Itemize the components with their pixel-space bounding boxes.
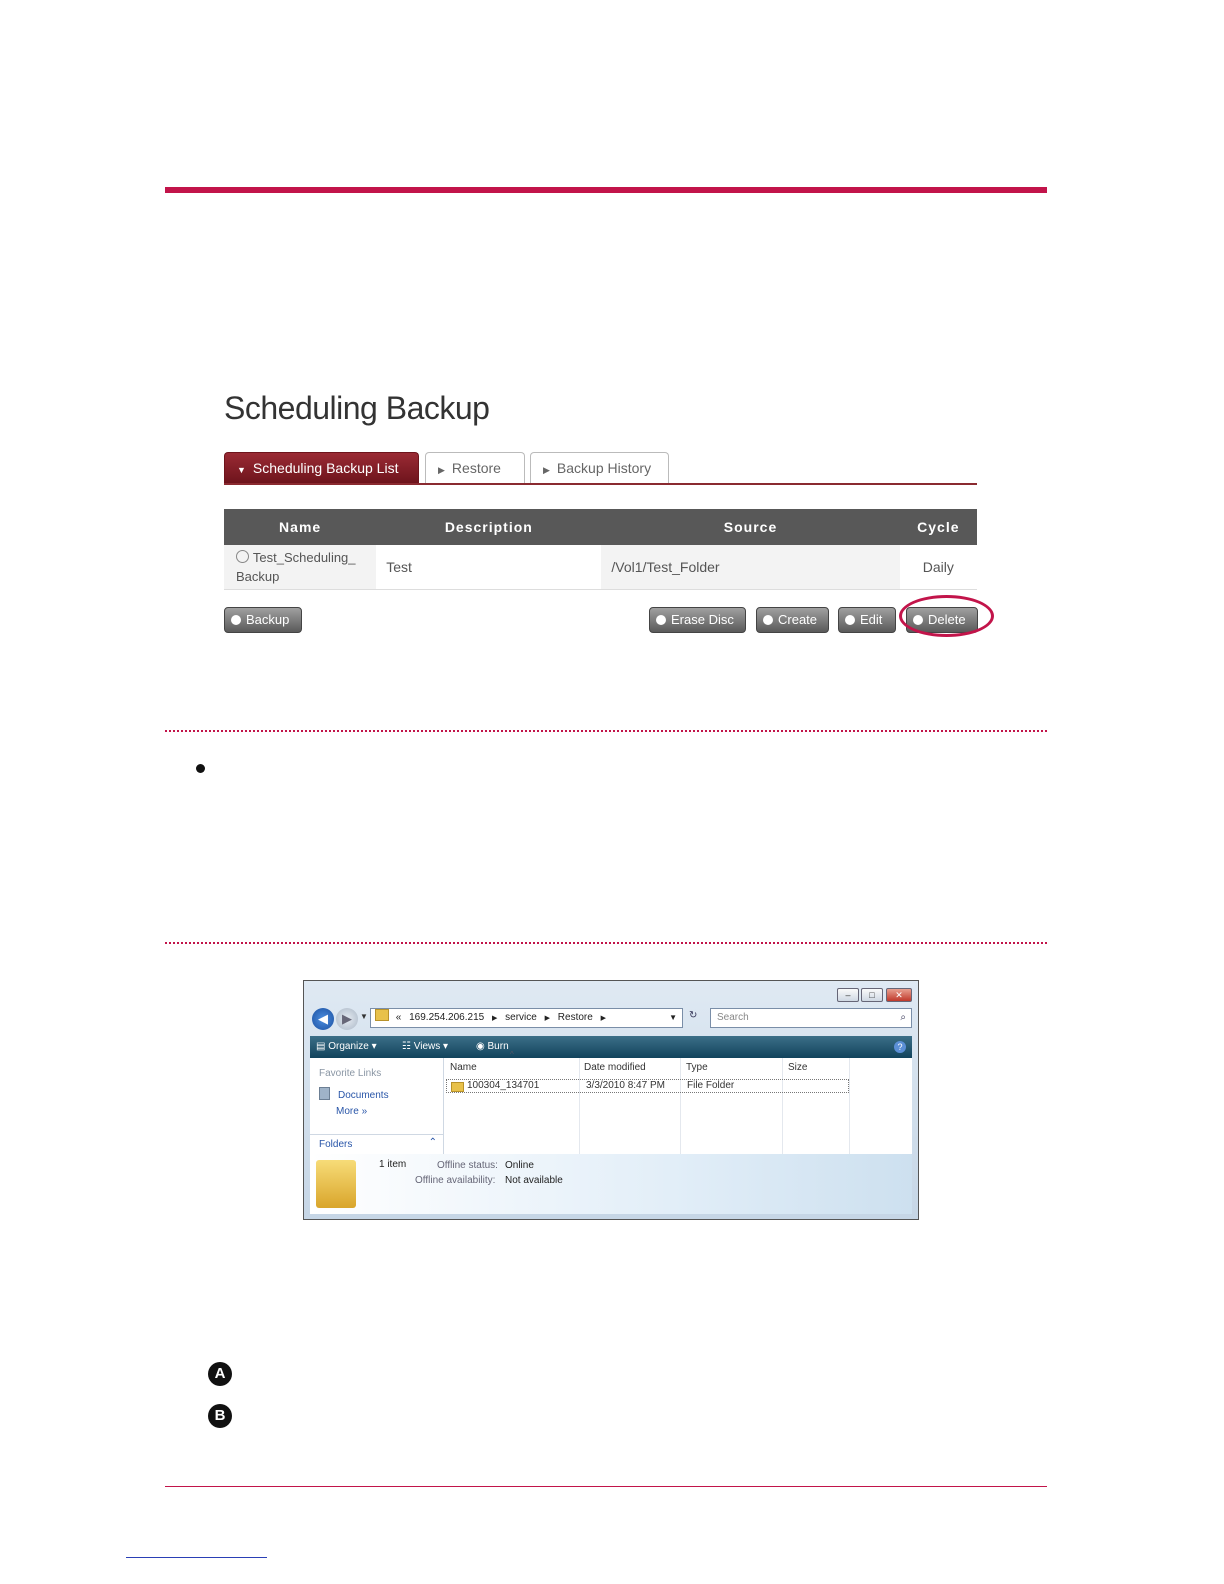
page-title: Scheduling Backup <box>224 390 490 426</box>
views-menu[interactable]: ☷ Views ▾ <box>402 1041 449 1052</box>
file-date: 3/3/2010 8:47 PM <box>586 1080 665 1091</box>
bullet-icon <box>763 615 773 625</box>
description-cell: Test <box>376 545 601 590</box>
address-bar[interactable] <box>370 1008 683 1028</box>
menu-label: Organize <box>328 1041 369 1052</box>
triangle-right-icon: ▶ <box>438 465 445 475</box>
button-label: Create <box>778 612 818 627</box>
bullet-icon <box>656 615 666 625</box>
button-label: Edit <box>860 612 883 627</box>
command-bar <box>310 1036 912 1058</box>
maximize-button[interactable]: □ <box>861 988 883 1002</box>
tab-scheduling-backup-list[interactable] <box>224 452 419 483</box>
forward-arrow-icon[interactable]: ▶ <box>336 1008 358 1030</box>
sort-arrow-icon: ^ <box>510 1050 514 1059</box>
offline-availability-label: Offline availability: <box>415 1175 496 1186</box>
breadcrumb-segment[interactable]: Restore <box>557 1012 593 1023</box>
name-cell <box>224 545 376 590</box>
folder-icon <box>451 1082 464 1092</box>
chevron-up-icon[interactable]: ⌃ <box>428 1137 437 1148</box>
address-dropdown-icon[interactable]: ▼ <box>669 1013 677 1022</box>
menu-label: Views <box>413 1041 441 1052</box>
offline-availability-value: Not available <box>505 1175 563 1186</box>
column-header-date[interactable]: Date modified <box>584 1062 646 1073</box>
large-folder-icon <box>316 1160 356 1208</box>
column-header: Description <box>376 509 601 545</box>
overflow-chevron[interactable]: « <box>395 1012 402 1023</box>
triangle-right-icon: ▶ <box>543 465 550 475</box>
folders-label: Folders <box>319 1139 353 1150</box>
column-header: Cycle <box>900 509 977 545</box>
breadcrumb-arrow-icon[interactable]: ▶ <box>491 1015 498 1022</box>
search-input[interactable] <box>710 1008 912 1028</box>
navigation-pane <box>310 1058 444 1154</box>
organize-menu[interactable]: ▤ Organize ▾ <box>316 1041 377 1052</box>
bullet-icon <box>231 615 241 625</box>
tab-label: Backup History <box>556 460 652 476</box>
header-rule <box>165 187 1047 193</box>
section-divider-2 <box>165 942 1047 944</box>
link-label: More <box>336 1106 359 1117</box>
favorite-links-heading: Favorite Links <box>319 1068 382 1079</box>
source-cell: /Vol1/Test_Folder <box>601 545 899 590</box>
back-arrow-icon[interactable]: ◀ <box>312 1008 334 1030</box>
column-divider <box>680 1058 681 1154</box>
tab-label: Scheduling Backup List <box>252 460 399 476</box>
history-dropdown-icon[interactable]: ▼ <box>360 1012 368 1021</box>
bullet-point <box>196 764 205 773</box>
close-button[interactable]: ✕ <box>886 988 912 1002</box>
folder-icon <box>375 1009 389 1021</box>
column-header: Source <box>601 509 899 545</box>
column-header-type[interactable]: Type <box>686 1062 708 1073</box>
table-row[interactable] <box>446 1079 849 1093</box>
tab-label: Restore <box>451 460 501 476</box>
triangle-down-icon: ▼ <box>237 465 246 475</box>
minimize-button[interactable]: – <box>837 988 859 1002</box>
breadcrumb-segment[interactable]: service <box>505 1012 537 1023</box>
details-pane <box>310 1154 912 1214</box>
explorer-window <box>303 980 919 1220</box>
menu-label: Burn <box>487 1041 509 1052</box>
column-divider <box>782 1058 783 1154</box>
create-button[interactable] <box>756 607 829 633</box>
backup-button[interactable] <box>224 607 302 633</box>
column-divider <box>579 1058 580 1154</box>
file-name: 100304_134701 <box>467 1080 540 1091</box>
breadcrumb-arrow-icon[interactable]: ▶ <box>600 1015 606 1022</box>
table-header-row <box>224 509 977 545</box>
file-type: File Folder <box>687 1080 735 1091</box>
documents-link[interactable] <box>319 1087 389 1101</box>
button-label: Backup <box>246 612 290 627</box>
edit-button[interactable] <box>838 607 896 633</box>
erase-disc-button[interactable] <box>649 607 746 633</box>
button-label: Delete <box>928 612 966 627</box>
search-icon[interactable]: ⌕ <box>900 1012 906 1023</box>
tab-underline <box>224 483 977 485</box>
footer-rule <box>165 1486 1047 1487</box>
backup-list-table <box>224 509 977 590</box>
marker-a: A <box>208 1362 232 1386</box>
delete-highlight-ellipse <box>899 595 994 637</box>
more-link[interactable] <box>336 1106 367 1117</box>
tab-backup-history[interactable] <box>530 452 669 483</box>
item-count: 1 item <box>379 1159 407 1170</box>
breadcrumb-segment[interactable]: 169.254.206.215 <box>409 1012 485 1023</box>
column-header-size[interactable]: Size <box>788 1062 808 1073</box>
link-label: Documents <box>338 1090 389 1101</box>
table-row[interactable] <box>224 545 977 590</box>
backup-name: Test_Scheduling_ Backup <box>236 550 356 584</box>
footer-link-underline <box>126 1557 267 1558</box>
column-divider <box>849 1058 850 1154</box>
cycle-cell: Daily <box>900 545 977 590</box>
offline-status-value: Online <box>505 1160 534 1171</box>
column-header-name[interactable]: Name <box>450 1062 477 1073</box>
folders-bar[interactable] <box>310 1134 443 1155</box>
bullet-icon <box>845 615 855 625</box>
double-chevron-icon: » <box>361 1106 368 1117</box>
section-divider-1 <box>165 730 1047 732</box>
help-icon[interactable]: ? <box>894 1041 906 1053</box>
column-header: Name <box>224 509 376 545</box>
button-label: Erase Disc <box>671 612 734 627</box>
refresh-icon[interactable]: ↻ <box>689 1010 698 1021</box>
burn-button[interactable]: ◉ Burn <box>476 1041 509 1052</box>
documents-icon <box>319 1087 330 1100</box>
radio-button[interactable] <box>236 550 249 563</box>
file-list <box>444 1050 912 1154</box>
marker-b: B <box>208 1404 232 1428</box>
search-placeholder: Search <box>717 1012 749 1023</box>
offline-status-label: Offline status: <box>437 1160 498 1171</box>
breadcrumb-arrow-icon[interactable]: ▶ <box>544 1015 551 1022</box>
tab-restore[interactable] <box>425 452 525 483</box>
